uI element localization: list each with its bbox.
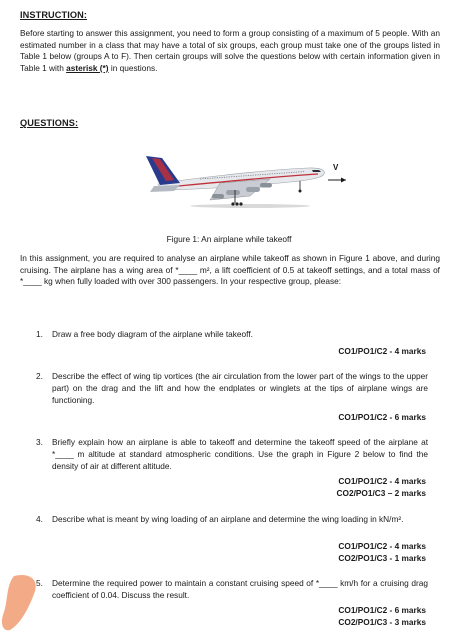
- marks-line: CO2/PO1/C3 - 1 marks: [338, 553, 426, 563]
- question-number: 3.: [36, 437, 43, 447]
- marks-line: CO2/PO1/C3 – 2 marks: [336, 488, 426, 498]
- intro-part-3: kg when fully loaded with over 300 passengers. In your respective group, please:: [41, 276, 342, 287]
- asterisk-note: asterisk (*): [66, 62, 109, 73]
- question-4: [36, 514, 428, 526]
- question-text: Determine the required power to maintain a constant cruising speed of *____ km/h for a cruising drag coefficient of 0.04. Discuss the result.: [52, 578, 428, 600]
- airplane-figure: [140, 150, 350, 212]
- marks-line: CO1/PO1/C2 - 4 marks: [338, 476, 426, 486]
- marks-line: CO2/PO1/C3 - 3 marks: [338, 617, 426, 627]
- question-number: 1.: [36, 329, 43, 339]
- question-5: [36, 578, 428, 602]
- question-1: [36, 329, 428, 341]
- figure-caption: Figure 1: An airplane while takeoff: [166, 234, 292, 244]
- marks-line: CO1/PO1/C2 - 6 marks: [338, 605, 426, 615]
- question-number: 4.: [36, 514, 43, 524]
- marks-line: CO1/PO1/C2 - 4 marks: [338, 346, 426, 356]
- question-text: Draw a free body diagram of the airplane while takeoff.: [52, 329, 253, 339]
- questions-heading: QUESTIONS:: [20, 118, 79, 128]
- mass-blank: ____: [23, 276, 42, 287]
- engine-right-inner: [246, 187, 260, 192]
- question-3: [36, 437, 428, 472]
- gear-wheel: [239, 202, 242, 205]
- question-text: Briefly explain how an airplane is able to takeoff and determine the takeoff speed of the airplane at *____ m altitude at standard atmospheric conditions. Use the graph in Figure 2 below to find the density of air at different altitude.: [52, 437, 428, 471]
- gear-wheel: [231, 202, 234, 205]
- instruction-text-part-1: Before starting to answer this assignment, you need to form a group consisting of a maximum of 5 people. With an estimated number in a class that may have a total of six groups, each group must take one of the groups listed in Table 1 below (groups A to F). Then certain groups will solve the questions below with certain information given in Table 1 with: [20, 28, 440, 73]
- horizontal-stabilizer: [150, 185, 180, 192]
- instruction-heading: INSTRUCTION:: [20, 10, 88, 20]
- highlight-stroke: [2, 575, 36, 630]
- gear-wheel: [235, 202, 238, 205]
- engine-left-inner: [226, 190, 240, 195]
- question-2-marks: [338, 411, 426, 423]
- velocity-label: V: [333, 163, 339, 172]
- question-4-marks: [338, 540, 426, 564]
- question-text: Describe what is meant by wing loading of an airplane and determine the wing loading in kN/m².: [52, 514, 404, 524]
- nose-wheel: [299, 190, 302, 193]
- instruction-text-part-3: in questions.: [108, 62, 158, 73]
- intro-part-1: In this assignment, you are required to analyse an airplane while takeoff as shown in Figure 1 above, and during cruising. The airplane has a wing area of *: [20, 253, 440, 275]
- marks-line: CO1/PO1/C2 - 6 marks: [338, 412, 426, 422]
- instruction-text: [20, 28, 440, 74]
- engine-left-outer: [212, 194, 224, 199]
- question-3-marks: [337, 475, 426, 499]
- question-number: 5.: [36, 578, 43, 588]
- question-text: Describe the effect of wing tip vortices (the air circulation from the lower part of the wings to the upper part) on the drag and the lift and how the endplates or winglets at the tips of airplane wings are functioning.: [52, 371, 428, 405]
- intro-paragraph: [20, 253, 440, 288]
- marks-line: CO1/PO1/C2 - 4 marks: [338, 541, 426, 551]
- engine-right-outer: [260, 183, 272, 188]
- velocity-arrow-head: [341, 178, 346, 183]
- question-2: [36, 371, 428, 406]
- intro-part-2: m², a lift coefficient of 0.5 at takeoff settings, and a total mass of *: [20, 264, 440, 287]
- question-5-marks: [338, 604, 426, 628]
- question-1-marks: [338, 345, 426, 357]
- wing-area-blank: ____: [178, 264, 198, 275]
- question-number: 2.: [36, 371, 43, 381]
- runway-shadow: [190, 204, 310, 208]
